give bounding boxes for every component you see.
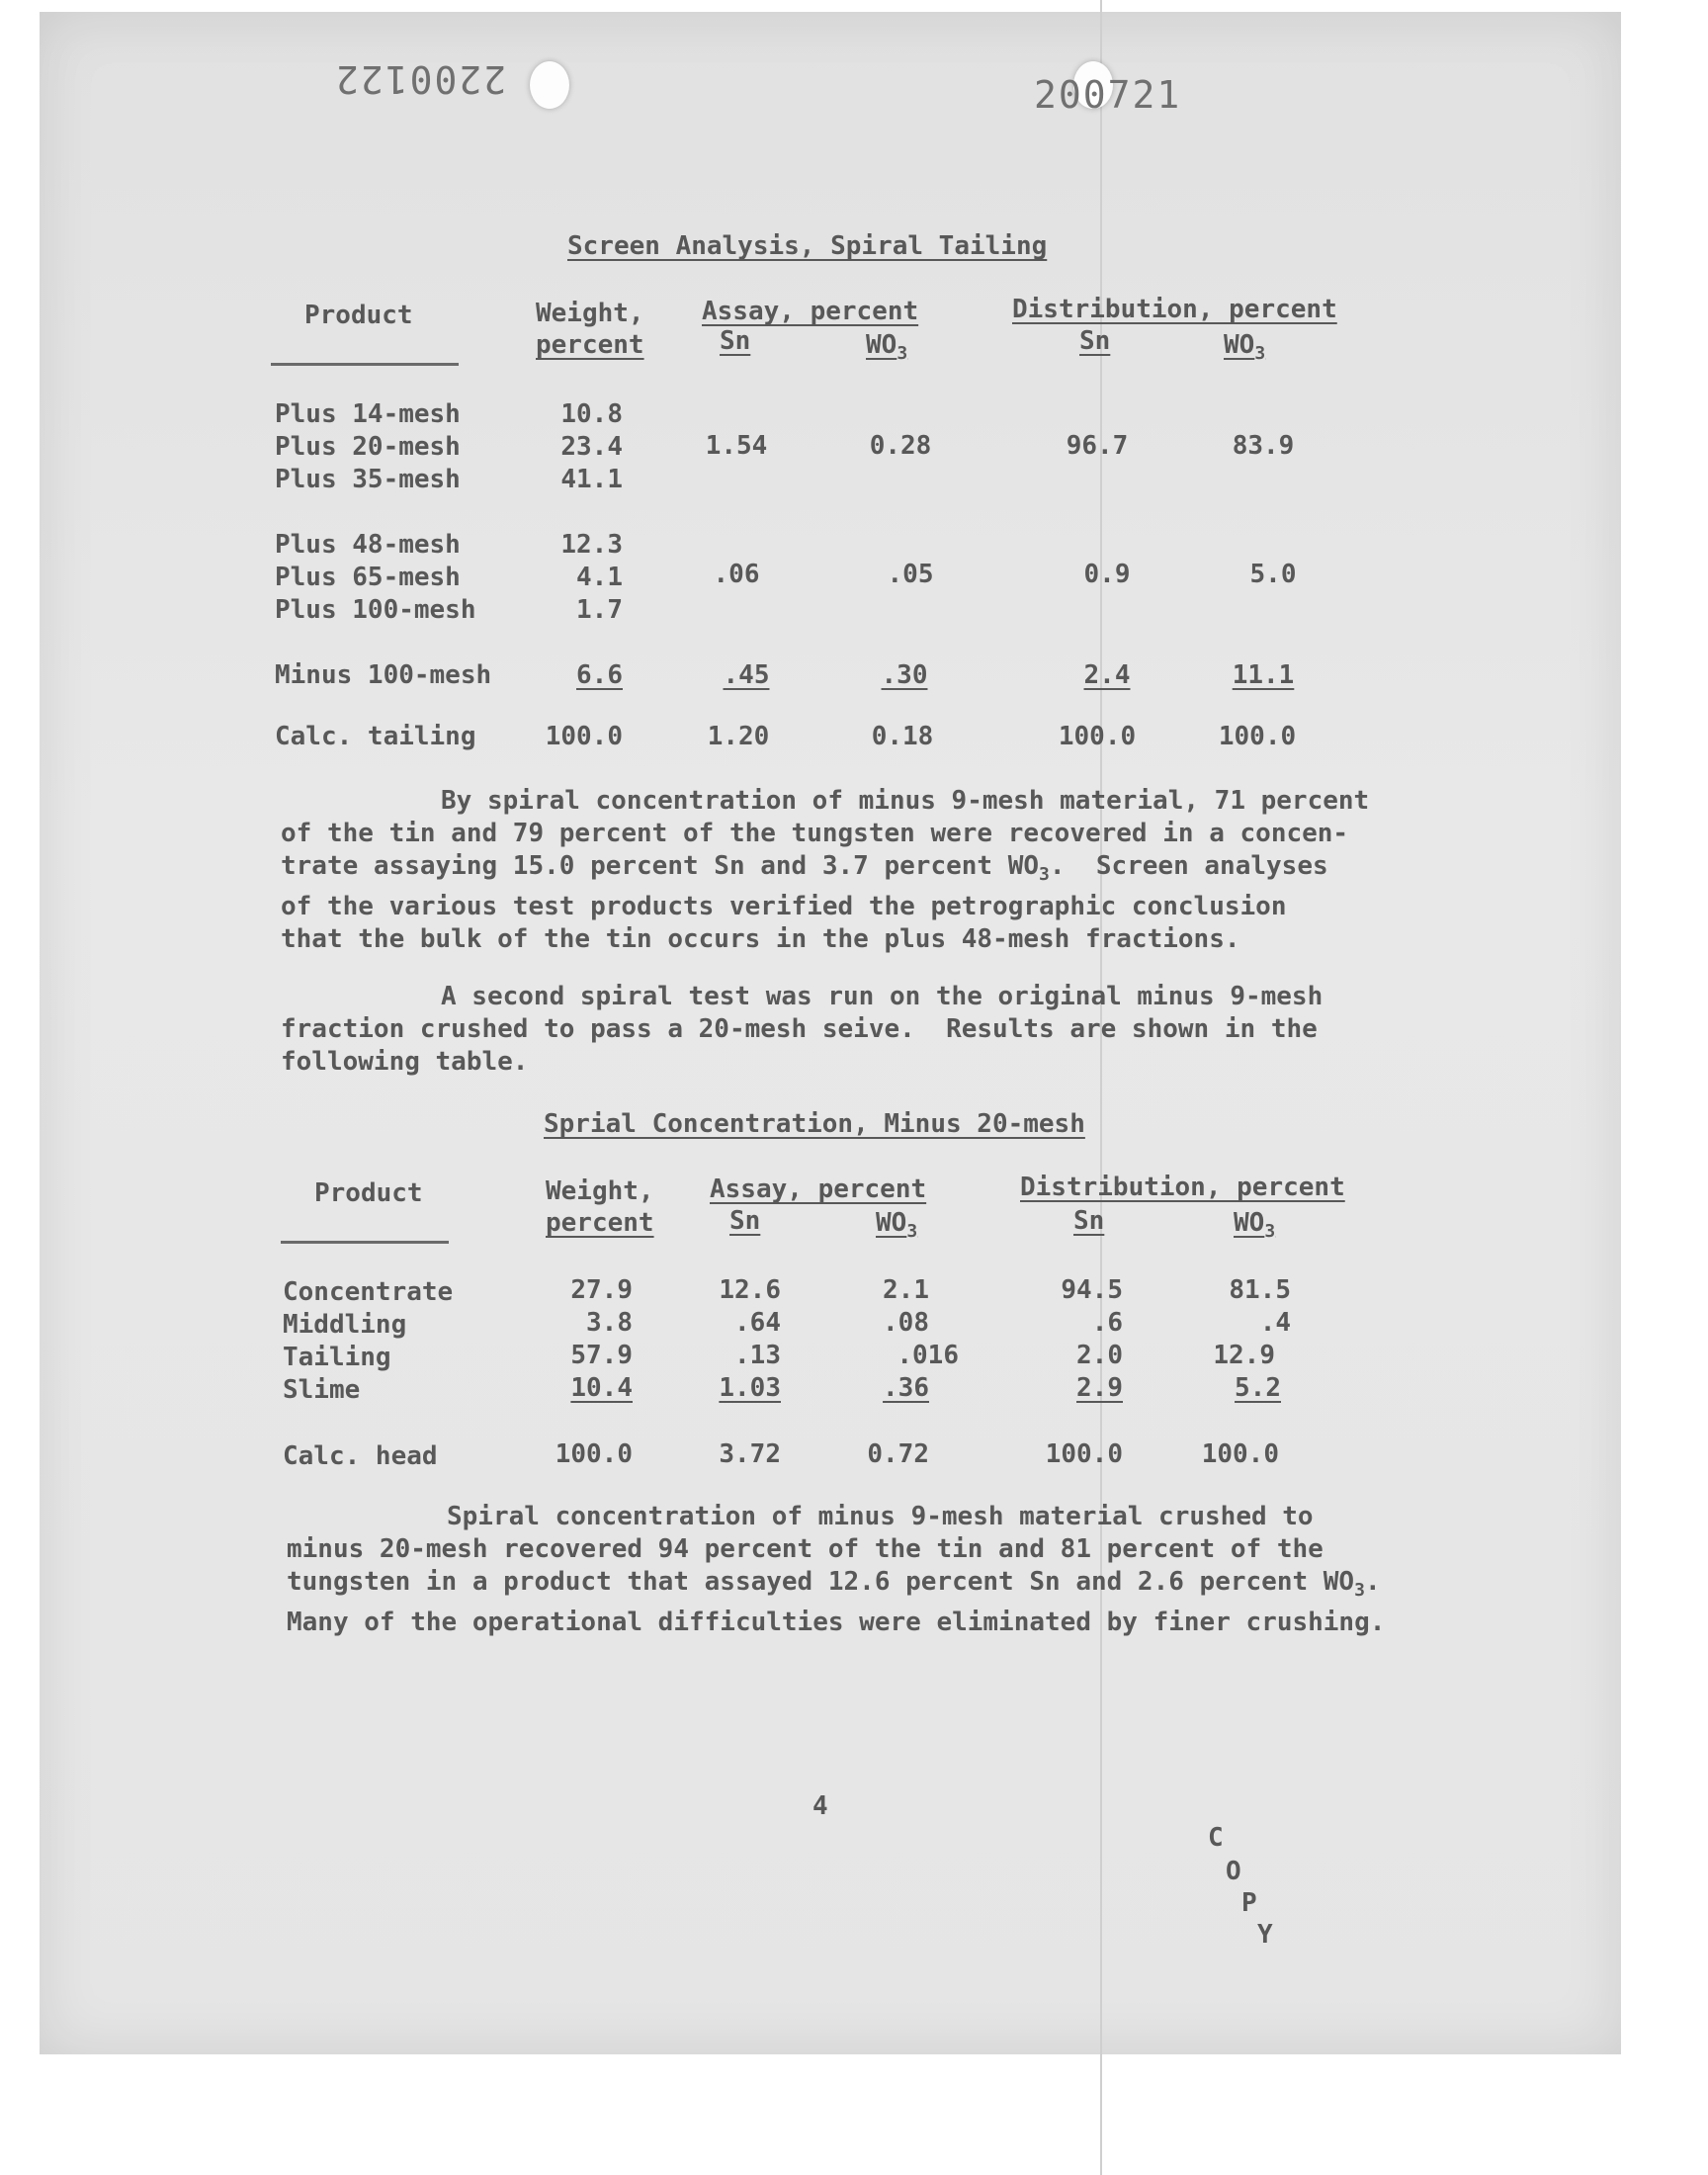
table1-dist-wo3: 83.9 [1232, 431, 1295, 461]
table1-assay-wo3: .05 [887, 560, 934, 589]
table1-header-assay: Assay, percent [702, 297, 919, 326]
table2-row-dist-sn: 100.0 [1045, 1439, 1123, 1469]
table1-assay-sn: 1.20 [707, 722, 770, 751]
copy-mark-letter: C [1208, 1823, 1224, 1853]
paragraph-3: Spiral concentration of minus 9-mesh material crushed to minus 20-mesh recovered 94 percent of the tin and 81 percent of the tungsten in a product that assayed 12.6 percent Sn and 2.6 percent $WO_3$. Many of the operational difficulties were eliminated by finer crushing. [287, 1502, 1386, 1637]
table2-row-dist-sn: 94.5 [1061, 1275, 1123, 1305]
table1-row-weight: 12.3 [560, 530, 623, 560]
table2-row-dist-sn: 2.9 [1076, 1373, 1123, 1403]
table2-row-weight: 10.4 [570, 1373, 633, 1403]
table1-assay-sn: 1.54 [705, 431, 768, 461]
table1-header-weight: Weight, [536, 299, 644, 328]
table2-product-rule [281, 1241, 449, 1244]
table1-row-product: Plus 35-mesh [275, 465, 461, 494]
table2-row-weight: 3.8 [586, 1308, 633, 1338]
table2-row-assay-sn: 1.03 [719, 1373, 781, 1403]
table1-dist-sn: 100.0 [1058, 722, 1137, 751]
table1-row-product: Plus 14-mesh [275, 399, 461, 429]
table1-row-product: Plus 48-mesh [275, 530, 461, 560]
table1-product-rule [271, 363, 459, 366]
table2-row-product: Calc. head [283, 1441, 438, 1471]
table2-row-weight: 100.0 [555, 1439, 633, 1469]
table2-title: Sprial Concentration, Minus 20-mesh [544, 1109, 1085, 1139]
table2-row-assay-wo3: .016 [897, 1341, 959, 1370]
table1-row-weight: 100.0 [545, 722, 623, 751]
table1-header-dist-wo3: $WO_3$ [1224, 330, 1266, 364]
table1-dist-sn: 96.7 [1066, 431, 1129, 461]
table2-row-dist-sn: .6 [1091, 1308, 1123, 1338]
table1-row-product: Plus 20-mesh [275, 432, 461, 462]
table2-row-product: Slime [283, 1375, 361, 1405]
table2-row-dist-wo3: .4 [1259, 1308, 1291, 1338]
table2-row-assay-wo3: 2.1 [883, 1275, 929, 1305]
table1-dist-sn: 0.9 [1083, 560, 1131, 589]
table1-header-assay-wo3: $WO_3$ [866, 330, 908, 364]
table2-row-dist-wo3: 12.9 [1213, 1341, 1275, 1370]
table2-header-assay-wo3: $WO_3$ [876, 1208, 918, 1242]
page-number: 4 [812, 1791, 828, 1821]
table1-dist-wo3: 100.0 [1218, 722, 1297, 751]
table1-row-weight: 41.1 [560, 465, 623, 494]
table2-header-assay: Assay, percent [710, 1174, 927, 1204]
table1-header-assay-sn: Sn [720, 326, 751, 356]
table1-title: Screen Analysis, Spiral Tailing [567, 231, 1048, 261]
table2-row-dist-sn: 2.0 [1076, 1341, 1123, 1370]
table2-header-product: Product [314, 1178, 423, 1208]
table1-assay-wo3: .30 [881, 660, 928, 690]
table2-row-assay-wo3: 0.72 [867, 1439, 929, 1469]
table2-row-product: Concentrate [283, 1277, 454, 1307]
table1-header-distribution: Distribution, percent [1012, 295, 1337, 324]
table1-row-weight: 6.6 [576, 660, 623, 690]
table2-row-assay-sn: 12.6 [719, 1275, 781, 1305]
table2-row-assay-sn: .13 [734, 1341, 781, 1370]
table2-row-weight: 57.9 [570, 1341, 633, 1370]
table2-header-dist-sn: Sn [1073, 1206, 1105, 1236]
table1-dist-wo3: 5.0 [1249, 560, 1297, 589]
table1-row-product: Plus 65-mesh [275, 563, 461, 592]
table2-header-weight-unit: percent [546, 1208, 654, 1238]
table2-row-product: Middling [283, 1310, 407, 1340]
table1-assay-sn: .45 [723, 660, 770, 690]
table1-assay-wo3: 0.28 [869, 431, 932, 461]
table1-header-dist-sn: Sn [1079, 326, 1111, 356]
table2-row-assay-sn: .64 [734, 1308, 781, 1338]
table2-header-dist-wo3: $WO_3$ [1234, 1208, 1276, 1242]
table2-row-dist-wo3: 5.2 [1235, 1373, 1281, 1403]
table1-dist-wo3: 11.1 [1232, 660, 1295, 690]
stamp-number-right: 200721 [1034, 73, 1182, 117]
table2-row-assay-wo3: .08 [883, 1308, 929, 1338]
table2-header-weight: Weight, [546, 1176, 654, 1206]
table1-row-weight: 10.8 [560, 399, 623, 429]
table1-header-weight-unit: percent [536, 330, 644, 360]
table2-row-dist-wo3: 100.0 [1201, 1439, 1279, 1469]
table2-header-assay-sn: Sn [729, 1206, 761, 1236]
table1-row-weight: 4.1 [576, 563, 623, 592]
table2-header-distribution: Distribution, percent [1020, 1173, 1345, 1202]
table2-row-assay-sn: 3.72 [719, 1439, 781, 1469]
table1-row-weight: 23.4 [560, 432, 623, 462]
table1-row-product: Plus 100-mesh [275, 595, 476, 625]
copy-mark-letter: O [1226, 1857, 1241, 1886]
table1-assay-wo3: 0.18 [871, 722, 934, 751]
table2-row-product: Tailing [283, 1343, 391, 1372]
copy-mark-letter: P [1241, 1888, 1257, 1918]
table1-assay-sn: .06 [713, 560, 760, 589]
table1-row-product: Calc. tailing [275, 722, 476, 751]
copy-mark-letter: Y [1257, 1920, 1273, 1950]
table2-row-weight: 27.9 [570, 1275, 633, 1305]
stamp-number-left: 2200122 [334, 57, 507, 101]
table2-row-assay-wo3: .36 [883, 1373, 929, 1403]
table2-row-dist-wo3: 81.5 [1229, 1275, 1291, 1305]
paragraph-2: A second spiral test was run on the original minus 9-mesh fraction crushed to pass a 20-mesh seive. Results are shown in the following table. [281, 982, 1324, 1077]
table1-row-weight: 1.7 [576, 595, 623, 625]
table1-dist-sn: 2.4 [1083, 660, 1131, 690]
table1-row-product: Minus 100-mesh [275, 660, 492, 690]
table1-header-product: Product [304, 301, 413, 330]
paragraph-1: By spiral concentration of minus 9-mesh material, 71 percent of the tin and 79 percent of the tungsten were recovered in a concen- trate assaying 15.0 percent Sn and 3.7 percent $WO_3$. Screen analyses of the various test products verified the petrographic conclusion that the bulk of the tin occurs in the plus 48-mesh fractions. [281, 786, 1370, 954]
